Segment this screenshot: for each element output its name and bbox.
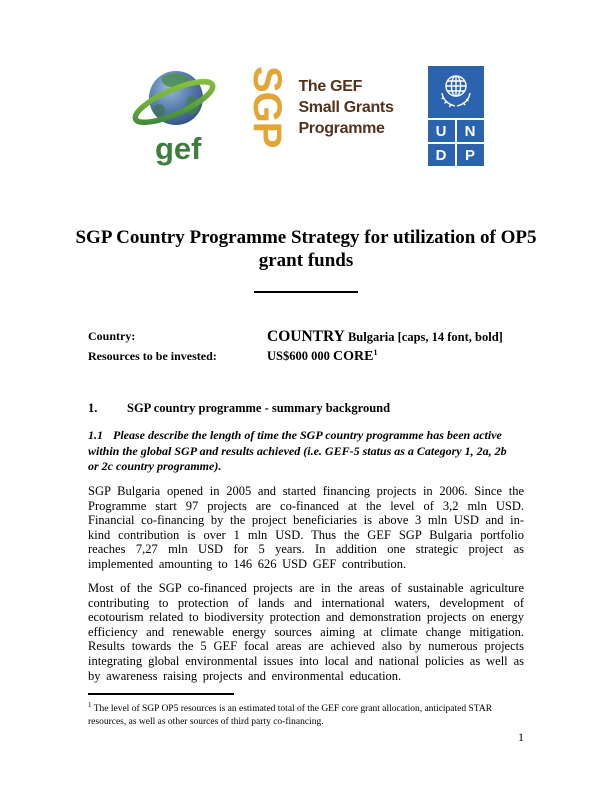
sgp-line-3: Programme <box>298 120 385 137</box>
resources-value-main: US$600 000 <box>267 349 333 363</box>
title-separator-line <box>254 291 358 293</box>
question-number: 1.1 <box>88 428 103 442</box>
resources-value <box>267 347 377 366</box>
country-value-caps: COUNTRY <box>267 328 345 345</box>
sgp-line-2: Small Grants <box>298 99 394 116</box>
section-number: 1. <box>88 401 98 415</box>
sgp-acronym: SGP <box>245 66 290 148</box>
sgp-acronym-vertical <box>245 64 290 164</box>
undp-logo <box>428 66 484 166</box>
document-title: SGP Country Programme Strategy for utilization of OP5 grant funds <box>75 227 537 271</box>
undp-letter-p: P <box>457 144 484 166</box>
un-emblem-icon <box>428 66 484 118</box>
sgp-wordmark <box>298 76 393 139</box>
resources-row <box>88 347 542 366</box>
undp-letter-d: D <box>428 144 455 166</box>
page-number: 1 <box>518 730 524 745</box>
footnote-body: The level of SGP OP5 resources is an estimated total of the GEF core grant allocation, anticipated STAR resources, as well as other sources of third party co-financing. <box>88 704 493 728</box>
undp-letter-u: U <box>428 120 455 142</box>
sgp-line-1: The GEF <box>298 78 363 95</box>
question-1-1 <box>88 428 516 475</box>
gef-wordmark: gef <box>155 131 202 166</box>
sgp-logo <box>245 64 394 168</box>
section-title: SGP country programme - summary background <box>127 401 391 415</box>
meta-block <box>88 327 542 366</box>
country-value <box>267 327 503 347</box>
footnote-separator-line <box>88 693 234 695</box>
country-label: Country: <box>88 329 136 343</box>
section-heading <box>88 401 390 416</box>
logo-row <box>0 62 612 168</box>
resources-label: Resources to be invested: <box>88 349 217 363</box>
resources-value-caps: CORE <box>332 349 374 364</box>
undp-letter-grid <box>428 120 484 166</box>
footnote-reference-marker: 1 <box>373 347 378 357</box>
country-value-rest: Bulgaria [caps, 14 font, bold] <box>344 330 503 344</box>
gef-logo <box>128 62 220 166</box>
footnote-text <box>88 699 524 729</box>
footnote-area <box>88 693 524 745</box>
body-paragraph-1: SGP Bulgaria opened in 2005 and started financing projects in 2006. Since the Programme start 97 projects are co-financed at the level of 3,2 mln USD. Financial co-financing by the project beneficiaries is above 3 mln USD and in-kind contribution is over 1 mln USD. Thus the GEF SGP Bulgaria portfolio reaches 7,27 mln USD for 5 years. In addition one strategic project as implemented amounting to 146 626 USD GEF contribution. <box>88 484 524 571</box>
question-text: Please describe the length of time the SGP country programme has been active within the global SGP and results achieved (i.e. GEF-5 status as a Category 1, 2a, 2b or 2c country programme). <box>88 428 507 473</box>
undp-letter-n: N <box>457 120 484 142</box>
footnote-marker: 1 <box>88 701 92 709</box>
country-row <box>88 327 542 347</box>
gef-globe-icon <box>128 62 220 166</box>
body-paragraph-2: Most of the SGP co-financed projects are in the areas of sustainable agriculture contributing to protection of lands and international waters, development of ecotourism related to biodiversity protection and demonstration projects on energy efficiency and renewable energy sources aiming at climate change mitigation. Results towards the 5 GEF focal areas are achieved also by numerous projects integrating global environmental issues into local and national policies as well as by awareness raising projects and environmental education. <box>88 581 524 683</box>
